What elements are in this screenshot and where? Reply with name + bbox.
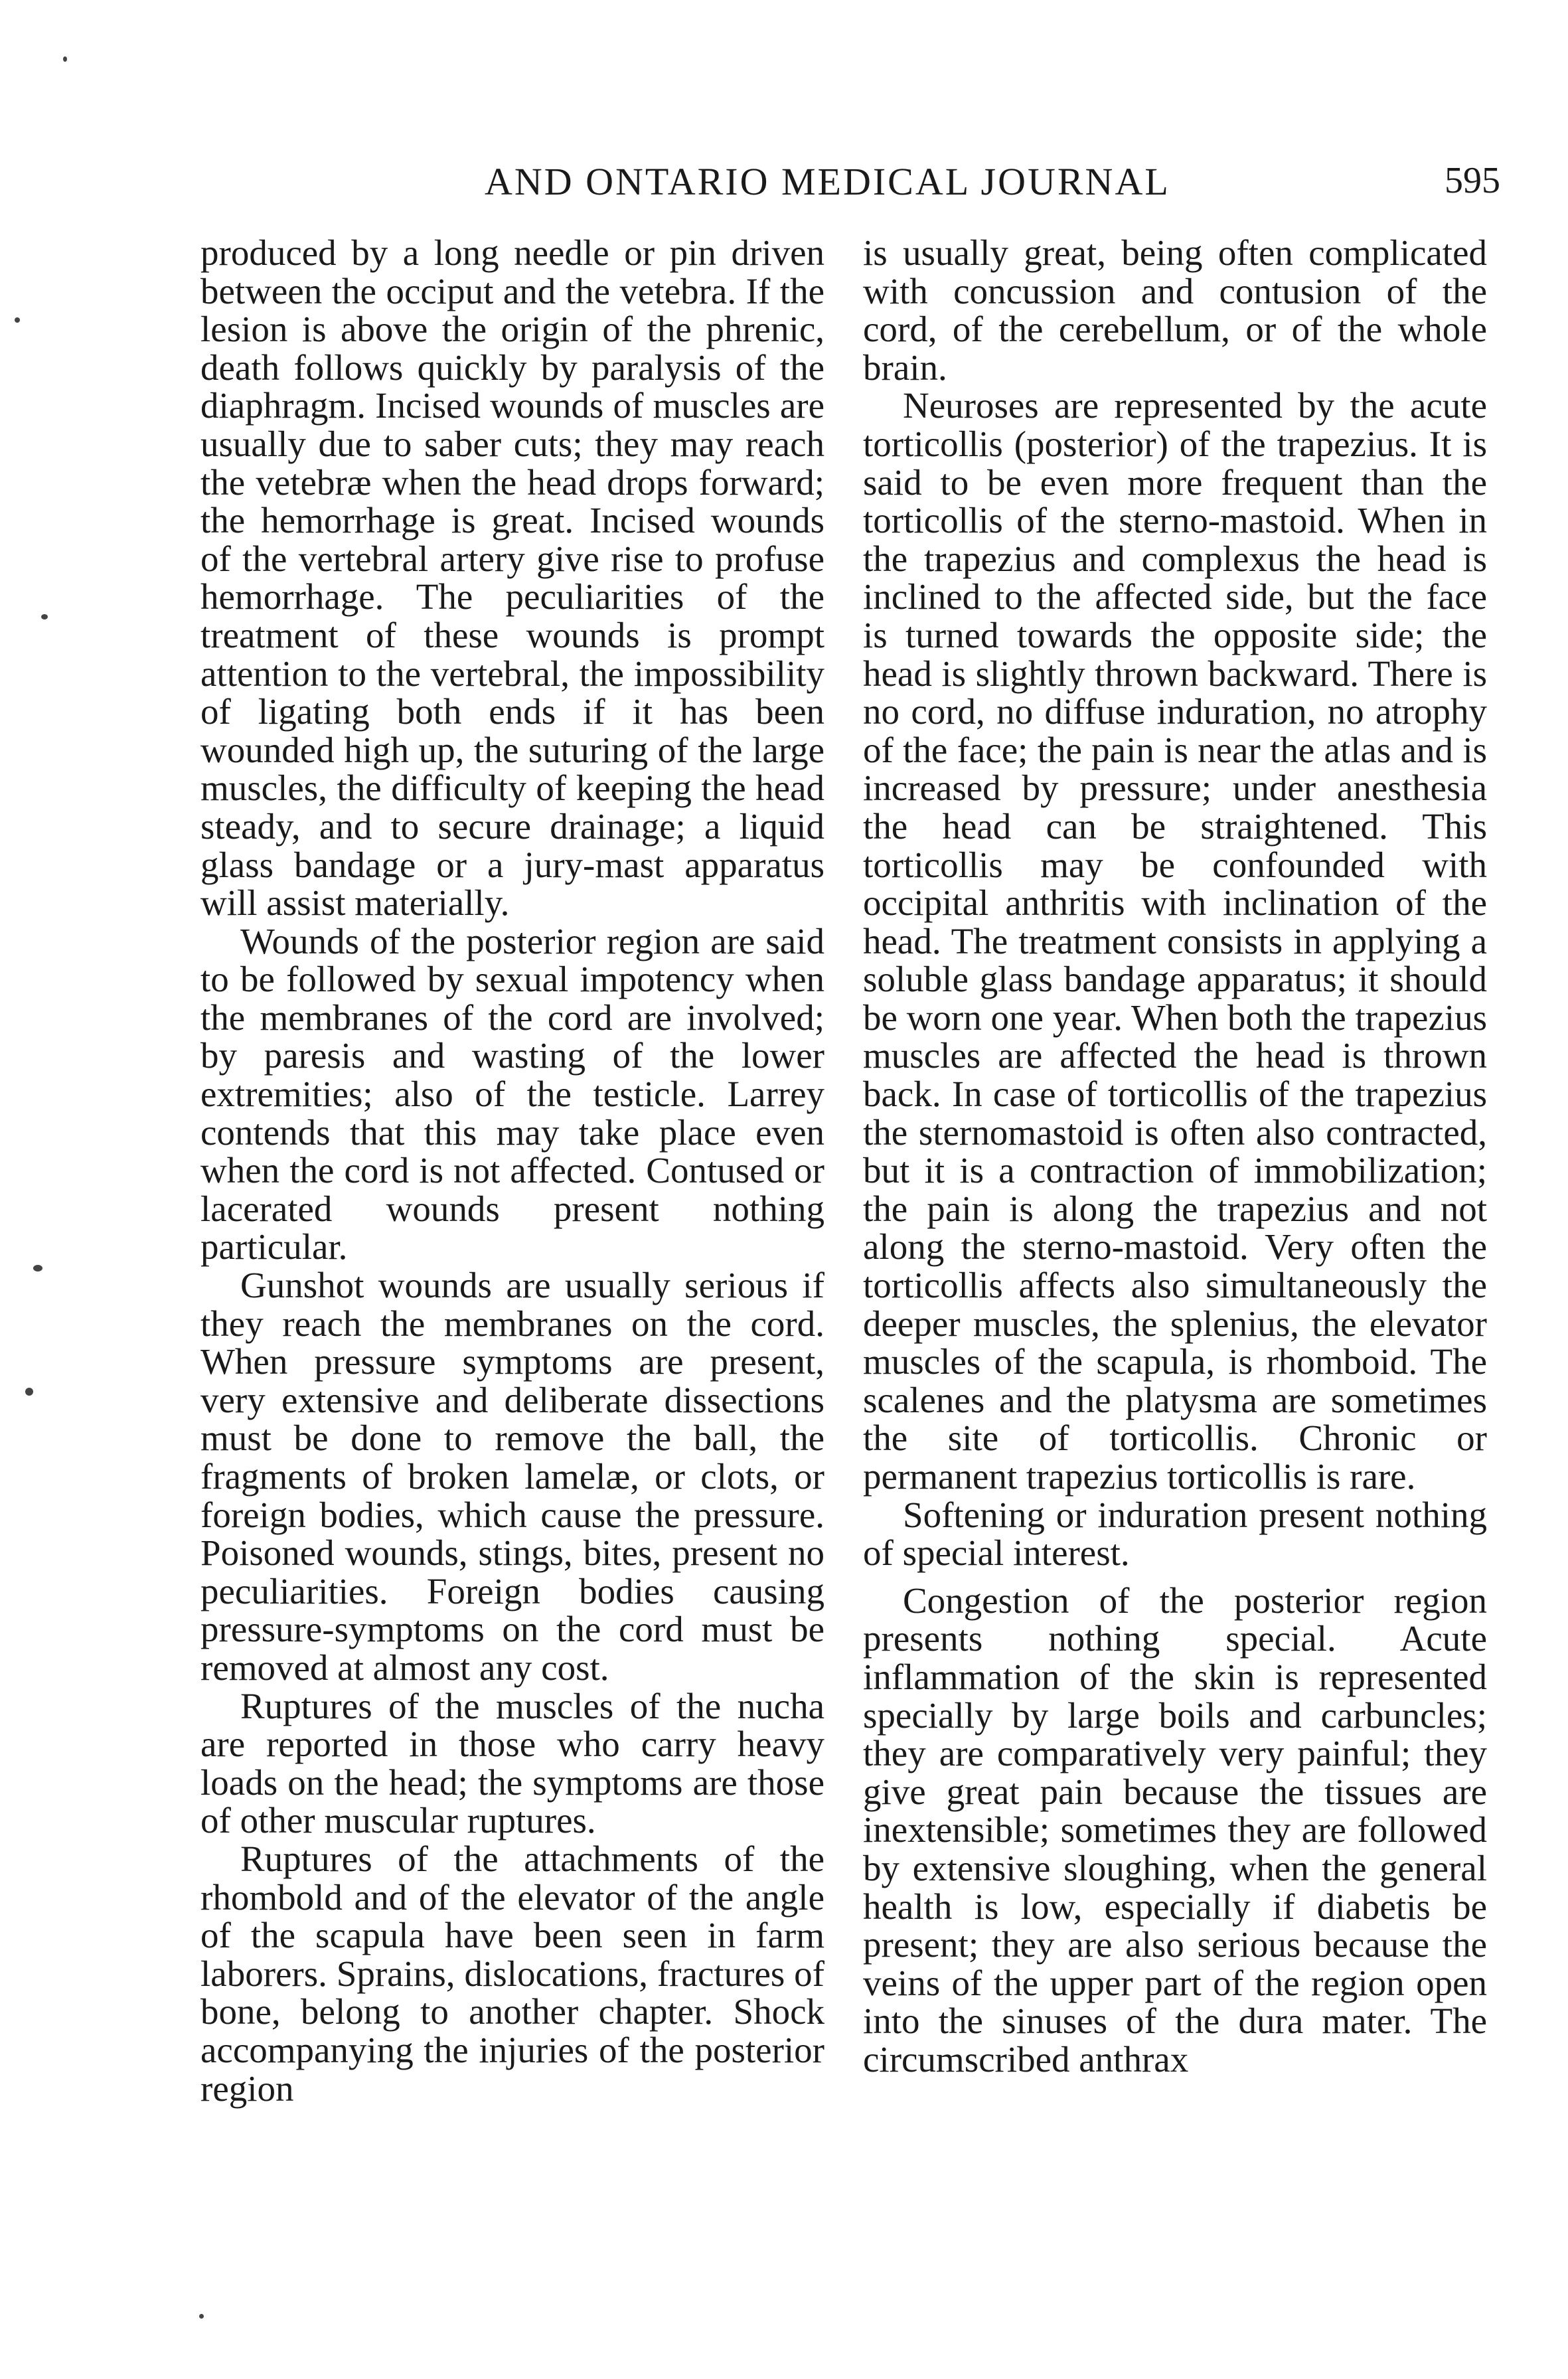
page-header	[199, 159, 1500, 212]
paragraph: Neuroses are represented by the acute torticollis (posterior) of the trapezius. It is said to be even more frequent than the torticollis of the sterno-mastoid. When in the trapezius and complexus the head is inclined to the affected side, but the face is turned towards the opposite side; the head is slightly thrown backward. There is no cord, no diffuse induration, no atrophy of the face; the pain is near the atlas and is increased by pressure; under anesthesia the head can be straightened. This torticollis may be confounded with occipital anthritis with inclination of the head. The treatment consists in applying a soluble glass bandage apparatus; it should be worn one year. When both the trapezius muscles are affected the head is thrown back. In case of torticollis of the trapezius the sternomastoid is often also contracted, but it is a contraction of immobilization; the pain is along the trapezius and not along the sterno-mastoid. Very often the torticollis affects also simultaneously the deeper muscles, the splenius, the elevator muscles of the scapula, is rhomboid. The scalenes and the platysma are sometimes the site of torticollis. Chronic or permanent trapezius torticollis is rare.	[863, 385, 1487, 1497]
paragraph: produced by a long needle or pin driven between the occiput and the vetebra. If the lesion is above the origin of the phrenic, death follows quickly by paralysis of the diaphragm. Incised wounds of muscles are usually due to saber cuts; they may reach the vetebræ when the head drops forward; the hemorrhage is great. Incised wounds of the vertebral artery give rise to profuse hemorrhage. The peculiarities of the treatment of these wounds is prompt attention to the vertebral, the impossibility of ligating both ends if it has been wounded high up, the suturing of the large muscles, the difficulty of keeping the head steady, and to secure drainage; a liquid glass bandage or a jury-mast apparatus will assist materially.	[200, 232, 824, 924]
paragraph: Ruptures of the attachments of the rhombold and of the elevator of the angle of the scapula have been seen in farm laborers. Sprains, dislocations, fractures of bone, belong to another chapter. Shock accompanying the injuries of the posterior region	[200, 1838, 824, 2109]
paragraph: Congestion of the posterior region presents nothing special. Acute inflammation of the skin is represented specially by large boils and carbuncles; they are comparatively very painful; they give great pain because the tissues are inextensible; sometimes they are followed by extensive sloughing, when the general health is low, especially if diabetis be present; they are also serious because the veins of the upper part of the region open into the sinuses of the dura mater. The circumscribed anthrax	[863, 1580, 1487, 2080]
left-column	[200, 234, 824, 2107]
page-number: 595	[1445, 160, 1500, 201]
scan-speck	[15, 317, 20, 323]
scan-speck	[199, 2314, 204, 2319]
scan-speck	[63, 56, 67, 62]
running-title: AND ONTARIO MEDICAL JOURNAL	[485, 160, 1170, 203]
paragraph: Ruptures of the muscles of the nucha are reported in those who carry heavy loads on the head; the symptoms are those of other muscular ruptures.	[200, 1685, 824, 1841]
paragraph: Wounds of the posterior region are said to be followed by sexual impotency when the membranes of the cord are involved; by paresis and wasting of the lower extremities; also of the testicle. Larrey contends that this may take place even when the cord is not affected. Contused or lacerated wounds present nothing particular.	[200, 920, 824, 1268]
scan-speck	[25, 1388, 33, 1396]
paragraph: is usually great, being often complicated with concussion and contusion of the cord, of the cerebellum, or of the whole brain.	[863, 232, 1487, 388]
paragraph: Softening or induration present nothing of special interest.	[863, 1494, 1487, 1574]
scan-speck	[41, 614, 48, 619]
scan-speck	[33, 1265, 42, 1272]
paragraph: Gunshot wounds are usually serious if they reach the membranes on the cord. When pressure symptoms are present, very extensive and deliberate dissections must be done to remove the ball, the fragments of broken lamelæ, or clots, or foreign bodies, which cause the pressure. Poisoned wounds, stings, bites, present no peculiarities. Foreign bodies causing pressure-symptoms on the cord must be removed at almost any cost.	[200, 1265, 824, 1688]
right-column	[863, 234, 1487, 2079]
